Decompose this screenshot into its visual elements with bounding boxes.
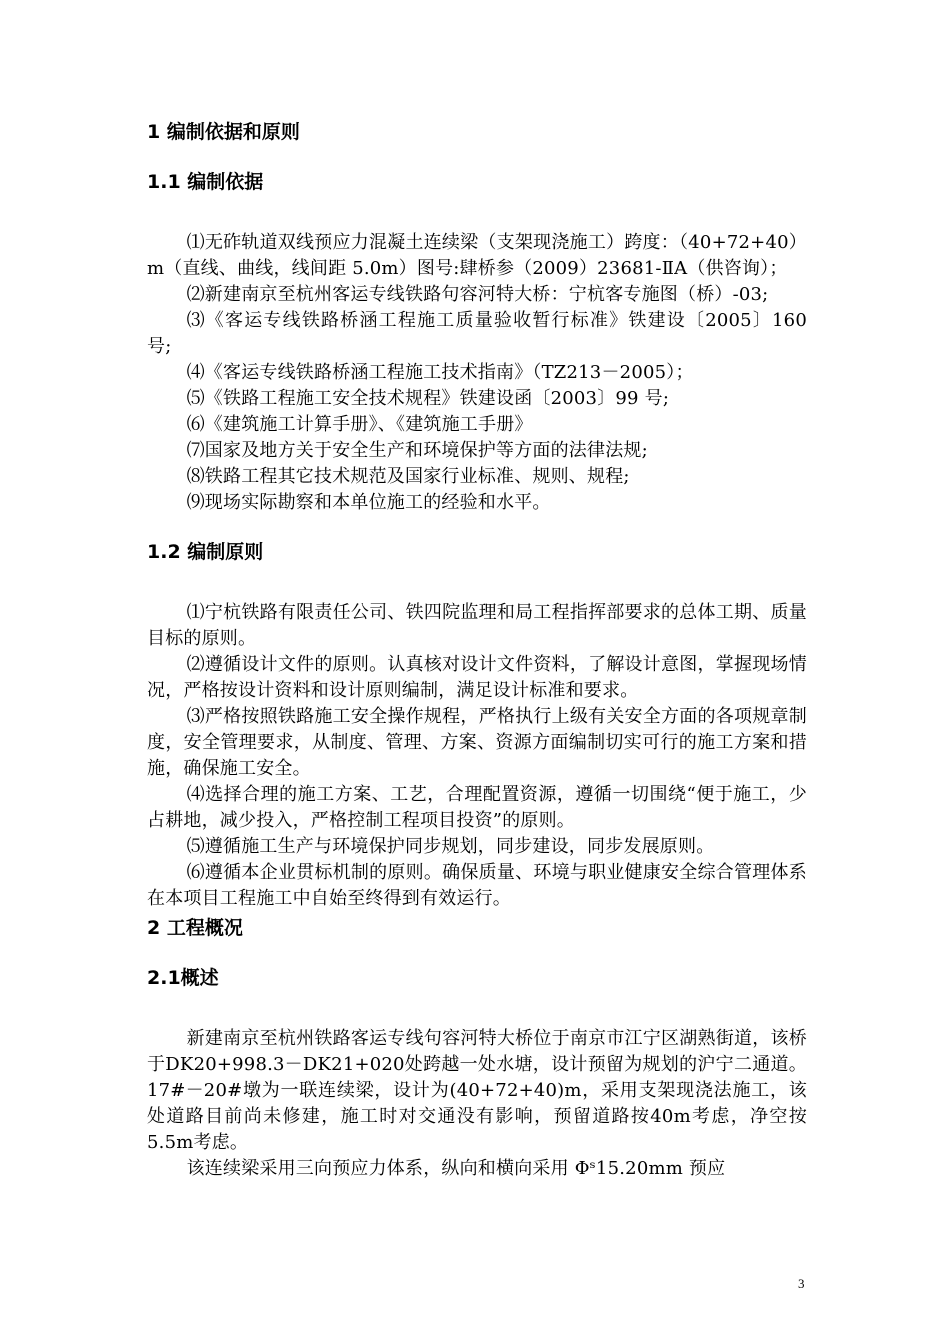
basis-item-6: ⑹《建筑施工计算手册》、《建筑施工手册》 [186, 414, 533, 435]
overview-paragraph-2: 该连续梁采用三向预应力体系，纵向和横向采用 Φˢ15.20mm 预应 [186, 1158, 726, 1179]
principles-list [147, 600, 807, 912]
basis-item-5: ⑸《铁路工程施工安全技术规程》铁建设函〔2003〕99 号; [186, 388, 670, 409]
principle-item-2: ⑵遵循设计文件的原则。认真核对设计文件资料，了解设计意图，掌握现场情况，严格按设计资料和设计原则编制，满足设计标准和要求。 [147, 654, 807, 701]
section-1-2-title: 1.2 编制原则 [147, 541, 264, 563]
overview-paragraphs [147, 1026, 807, 1182]
principle-item-1: ⑴宁杭铁路有限责任公司、铁四院监理和局工程指挥部要求的总体工期、质量目标的原则。 [147, 602, 807, 649]
page-number: 3 [798, 1276, 805, 1291]
principle-item-4: ⑷选择合理的施工方案、工艺，合理配置资源，遵循一切围绕“便于施工，少占耕地，减少投入，严格控制工程项目投资”的原则。 [147, 784, 807, 831]
basis-item-1: ⑴无砟轨道双线预应力混凝土连续梁（支架现浇施工）跨度：（40+72+40）m（直线、曲线，线间距 5.0m）图号:肆桥参（2009）23681-ⅡA（供咨询）； [147, 232, 807, 279]
principle-item-5: ⑸遵循施工生产与环境保护同步规划，同步建设，同步发展原则。 [186, 836, 715, 857]
basis-item-9: ⑼现场实际勘察和本单位施工的经验和水平。 [186, 492, 551, 513]
basis-item-3: ⑶《客运专线铁路桥涵工程施工质量验收暂行标准》铁建设〔2005〕160 号; [147, 310, 807, 357]
section-1-1-title: 1.1 编制依据 [147, 171, 264, 193]
basis-item-7: ⑺国家及地方关于安全生产和环境保护等方面的法律法规; [186, 440, 648, 461]
section-2-title: 2 工程概况 [147, 917, 243, 939]
document-body [147, 118, 807, 1200]
principle-item-3: ⑶严格按照铁路施工安全操作规程，严格执行上级有关安全方面的各项规章制度，安全管理要求，从制度、管理、方案、资源方面编制切实可行的施工方案和措施，确保施工安全。 [147, 706, 807, 779]
principle-item-6: ⑹遵循本企业贯标机制的原则。确保质量、环境与职业健康安全综合管理体系在本项目工程施工中自始至终得到有效运行。 [147, 862, 807, 909]
basis-item-2: ⑵新建南京至杭州客运专线铁路句容河特大桥：宁杭客专施图（桥）-03; [186, 284, 769, 305]
basis-item-4: ⑷《客运专线铁路桥涵工程施工技术指南》（TZ213－2005）； [186, 362, 694, 383]
basis-list [147, 230, 807, 516]
section-2-1-title: 2.1概述 [147, 967, 219, 989]
section-1-title: 1 编制依据和原则 [147, 121, 300, 143]
basis-item-8: ⑻铁路工程其它技术规范及国家行业标准、规则、规程; [186, 466, 630, 487]
overview-paragraph-1: 新建南京至杭州铁路客运专线句容河特大桥位于南京市江宁区湖熟街道，该桥于DK20+998.3－DK21+020处跨越一处水塘，设计预留为规划的沪宁二通道。17#－20#墩为一联连续梁，设计为(40+72+40)m，采用支架现浇法施工，该处道路目前尚未修建，施工时对交通没有影响，预留道路按40m考虑，净空按5.5m考虑。 [147, 1028, 807, 1153]
